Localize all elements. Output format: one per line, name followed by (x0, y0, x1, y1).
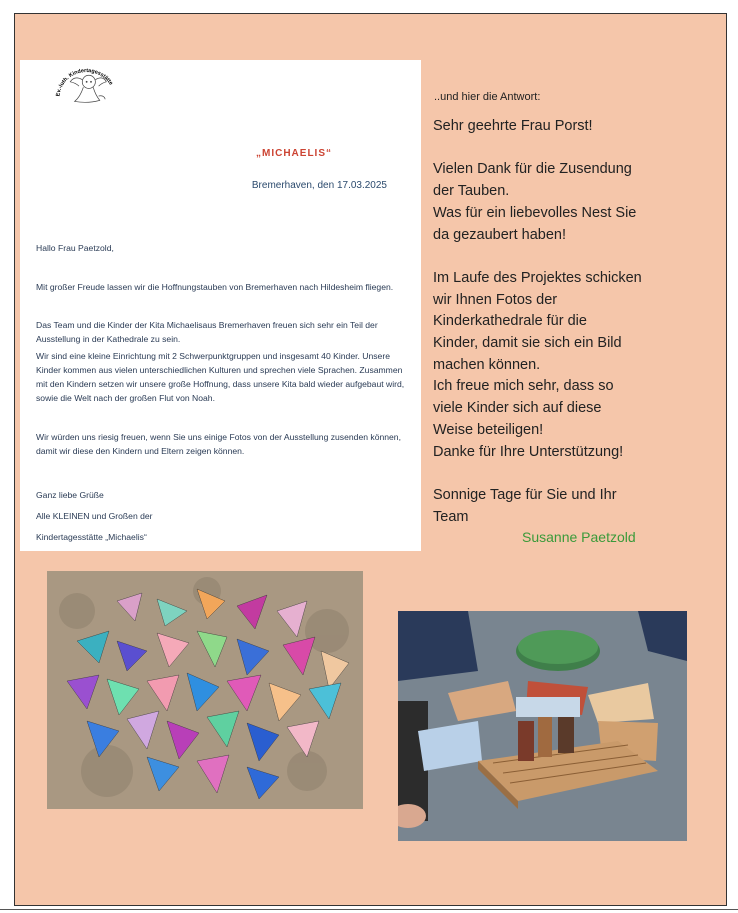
reply-line: da gezaubert haben! (433, 226, 567, 243)
reply-line: Kinderkathedrale für die (433, 313, 587, 330)
reply-line: Ich freue mich sehr, dass so (433, 378, 614, 395)
letter-paragraph-1: Mit großer Freude lassen wir die Hoffnungstauben von Bremerhaven nach Hildesheim fliegen. (36, 282, 394, 292)
reply-line: Team (433, 508, 469, 525)
origami-doves-photo (47, 571, 363, 809)
reply-line: Was für ein liebevolles Nest Sie (433, 204, 637, 221)
reply-line: Vielen Dank für die Zusendung (433, 161, 632, 178)
children-ark-model-photo (398, 611, 687, 841)
reply-line: Sonnige Tage für Sie und Ihr (433, 486, 617, 503)
reply-salutation: Sehr geehrte Frau Porst! (433, 118, 593, 134)
reply-text (433, 116, 693, 528)
letter-date: Bremerhaven, den 17.03.2025 (251, 180, 387, 191)
divider (0, 909, 738, 910)
letter-closing-2: Alle KLEINEN und Großen der (36, 511, 153, 521)
letter-closing-1: Ganz liebe Grüße (36, 490, 104, 500)
signature: Susanne Paetzold (522, 529, 636, 545)
kita-logo (20, 60, 150, 120)
reply-line: Danke für Ihre Unterstützung! (433, 443, 624, 460)
reply-line: Kinder, damit sie sich ein Bild (433, 335, 622, 351)
letter-paragraph-2: Das Team und die Kinder der Kita Michaelisaus Bremerhaven freuen sich sehr ein Teil der Ausstellung in der Kathedrale zu sein. (36, 320, 378, 344)
reply-line: viele Kinder sich auf diese (433, 400, 602, 417)
letter-greeting: Hallo Frau Paetzold, (36, 243, 114, 253)
reply-line: Weise beteiligen! (433, 421, 544, 438)
letter-image (20, 60, 421, 551)
reply-line: machen können. (433, 356, 541, 373)
letter-paragraph-4: Wir würden uns riesig freuen, wenn Sie uns einige Fotos von der Ausstellung zusenden können, damit wir diese den Kindern und Eltern zeigen können. (36, 432, 401, 456)
logo-arc-text: Ev.-luth. Kindertagesstätte (55, 67, 114, 97)
reply-line: der Tauben. (433, 183, 510, 200)
reply-intro: ..und hier die Antwort: (434, 91, 541, 103)
logo-name: „MICHAELIS“ (256, 148, 332, 159)
letter-paragraph-3: Wir sind eine kleine Einrichtung mit 2 Schwerpunktgruppen und insgesamt 40 Kinder. Unsere Kinder kommen aus vielen unterschiedlichen Kulturen und sprechen viele Sprachen. Zusammen mit den Kindern setzen wir unsere große Hoffnung, dass unsere Kita bald wieder aufgebaut wird, sowie die Welt nach der großen Flut von Noah. (36, 351, 405, 403)
letter-closing-3: Kindertagesstätte „Michaelis“ (36, 532, 147, 542)
reply-line: wir Ihnen Fotos der (433, 291, 558, 308)
reply-line: Im Laufe des Projektes schicken (433, 269, 642, 286)
